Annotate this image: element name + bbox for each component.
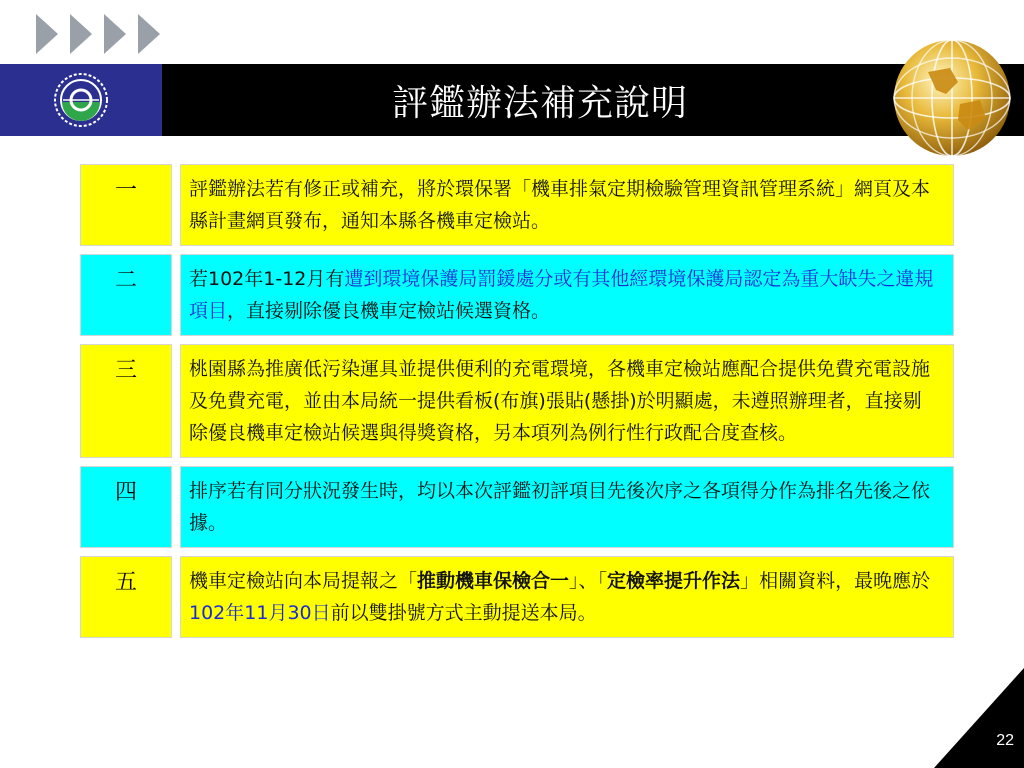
table-row bbox=[80, 466, 954, 548]
page-number: 22 bbox=[996, 732, 1014, 749]
notes-table bbox=[80, 164, 954, 646]
chevron-arrows-icon bbox=[36, 14, 176, 58]
row-text: 排序若有同分狀況發生時，均以本次評鑑初評項目先後次序之各項得分作為排名先後之依據。 bbox=[180, 466, 954, 548]
row-label: 四 bbox=[80, 466, 172, 548]
table-row bbox=[80, 556, 954, 638]
gold-globe-icon bbox=[888, 34, 1016, 162]
row-label: 五 bbox=[80, 556, 172, 638]
table-row bbox=[80, 254, 954, 336]
logo-panel bbox=[0, 64, 162, 136]
row-text: 桃園縣為推廣低污染運具並提供便利的充電環境，各機車定檢站應配合提供免費充電設施及免費充電，並由本局統一提供看板(布旗)張貼(懸掛)於明顯處，未遵照辦理者，直接剔除優良機車定檢站候選與得獎資格，另本項列為例行性行政配合度查核。 bbox=[180, 344, 954, 458]
highlight-text: 遭到環境保護局罰鍰處分或有其他經環境保護局認定為重大缺失之違規項目 bbox=[189, 268, 934, 322]
row-label: 一 bbox=[80, 164, 172, 246]
row-label: 三 bbox=[80, 344, 172, 458]
corner-decoration bbox=[874, 668, 1024, 768]
table-row bbox=[80, 344, 954, 458]
row-text: 若102年1-12月有遭到環境保護局罰鍰處分或有其他經環境保護局認定為重大缺失之違規項目，直接剔除優良機車定檢站候選資格。 bbox=[180, 254, 954, 336]
slide-title: 評鑑辦法補充說明 bbox=[391, 82, 688, 124]
bold-text: 定檢率提升作法 bbox=[607, 570, 741, 592]
environmental-protection-logo-icon bbox=[53, 72, 109, 128]
table-row bbox=[80, 164, 954, 246]
row-text: 機車定檢站向本局提報之「推動機車保檢合一」、「定檢率提升作法」相關資料，最晚應於102年11月30日前以雙掛號方式主動提送本局。 bbox=[180, 556, 954, 638]
bold-text: 推動機車保檢合一 bbox=[417, 570, 570, 592]
highlight-text: 102年11月30日 bbox=[189, 602, 331, 624]
row-label: 二 bbox=[80, 254, 172, 336]
row-text: 評鑑辦法若有修正或補充，將於環保署「機車排氣定期檢驗管理資訊管理系統」網頁及本縣計畫網頁發布，通知本縣各機車定檢站。 bbox=[180, 164, 954, 246]
